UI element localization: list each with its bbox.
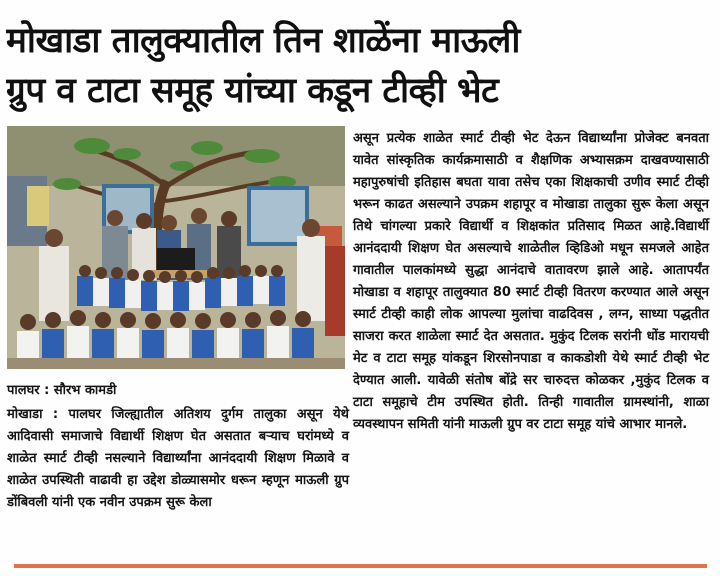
- article-body-left: मोखाडा : पालघर जिल्ह्यातील अतिशय दुर्गम तालुका असून येथे आदिवासी समाजाचे विद्यार्थी शिक्षण घेत असतात बऱ्याच घरांमध्ये व शाळेत स्मार्ट टीव्ही नसल्याने विद्यार्थ्यांना आनंददायी शिक्षण मिळावे व शाळेत उपस्थिती वाढावी हा उद्देश डोळ्यासमोर धरून म्हणून माऊली ग्रुप डोंबिवली यांनी एक नवीन उपक्रम सुरू केला: [7, 407, 349, 510]
- news-photo: [7, 126, 345, 369]
- article-body-right: असून प्रत्येक शाळेत स्मार्ट टीव्ही भेट देऊन विद्यार्थ्यांना प्रोजेक्ट बनवता यावेत सांस्कृतिक कार्यक्रमासाठी व शैक्षणिक अभ्यासक्रम दाखवण्यासाठी महापुरुषांची इतिहास बघता यावा तसेच एका शिक्षकाची उणीव स्मार्ट टीव्ही भरून काढत असल्याने उपक्रम शहापूर व मोखाडा तालुका सुरू केला असून तिथे चांगल्या प्रकारे विद्यार्थी व शिक्षकांत प्रतिसाद मिळत आहे.विद्यार्थी आनंददायी शिक्षण घेत असल्याचे शाळेतील व्हिडिओ मधून समजले आहेत गावातील पालकांमध्ये सुद्धा आनंदाचे वातावरण झाले आहे. आतापर्यंत मोखाडा व शहापूर तालुक्यात 80 स्मार्ट टीव्ही वितरण करण्यात आले असून स्मार्ट टीव्ही काही लोक आपल्या मुलांचा वाढदिवस , लग्न, साध्या पद्धतीत साजरा करत शाळेला स्मार्ट देत असतात. मुकुंद टिलक सरांनी धोंड मारायची मेट व टाटा समूह यांकडून शिरसोनपाडा व काकडोशी येथे स्मार्ट टीव्ही भेट देण्यात आली. यावेळी संतोष बोंद्रे सर चारुदत्त कोळकर ,मुकुंद टिलक व टाटा समूहाचे टीम उपस्थित होती. तिन्ही गावातील ग्रामस्थांनी, शाळा व्यवस्थापन समिती यांनी माऊली ग्रुप वर टाटा समूह यांचे आभार मानले.: [353, 131, 709, 432]
- headline-line-1: मोखाडा तालुक्यातील तिन शाळेंना माऊली: [6, 21, 520, 61]
- byline: पालघर : सौरभ कामडी: [7, 383, 117, 398]
- headline-line-2: ग्रुप व टाटा समूह यांच्या कडून टीव्ही भेट: [6, 71, 499, 111]
- bottom-rule: [14, 564, 707, 568]
- headline: [6, 16, 706, 116]
